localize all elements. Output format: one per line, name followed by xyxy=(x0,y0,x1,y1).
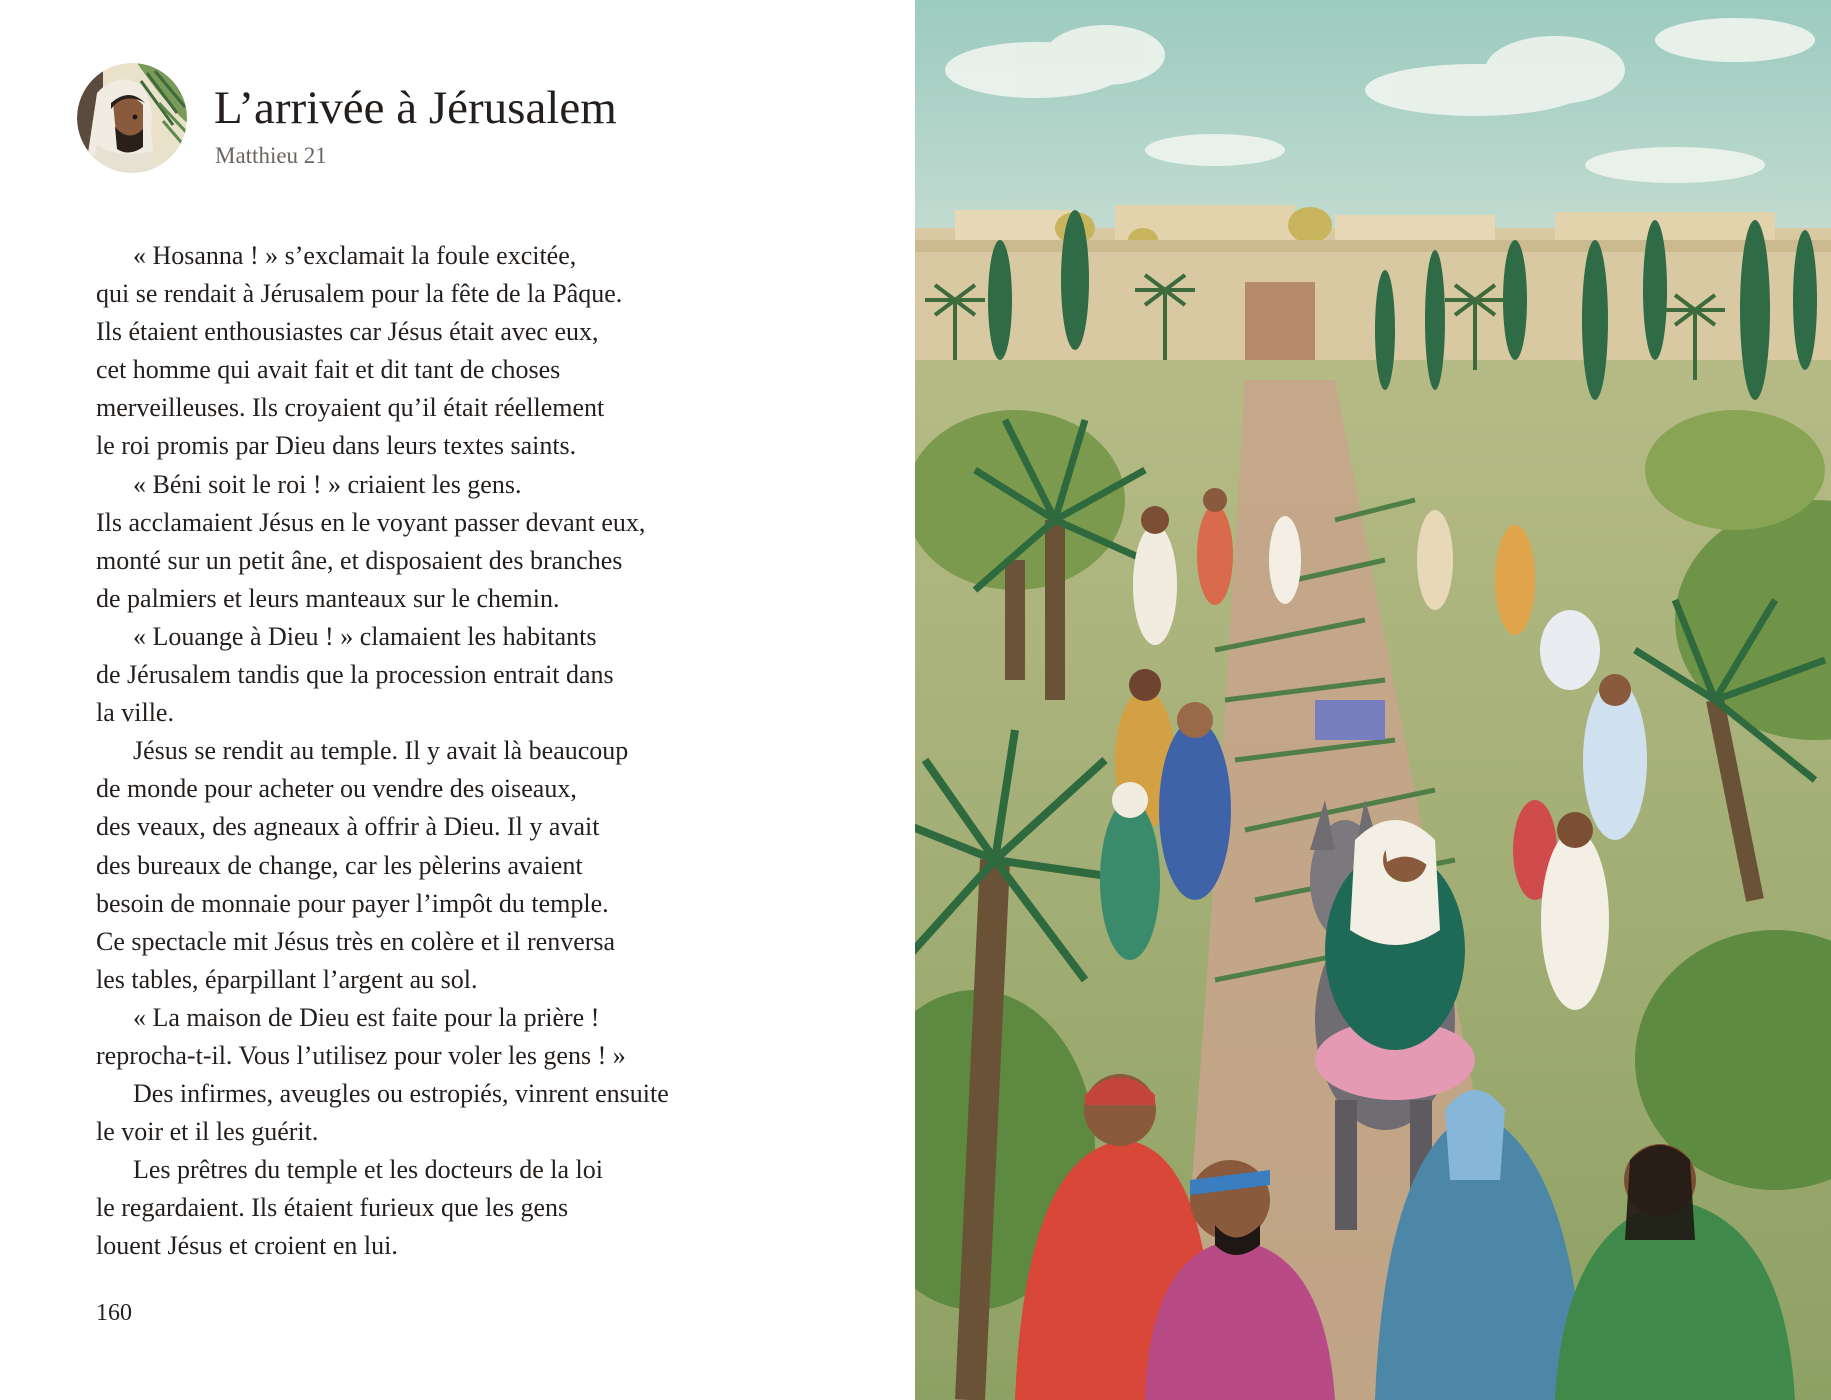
text-line: de monde pour acheter ou vendre des oiseaux, xyxy=(96,774,577,804)
palm-sunday-procession-illustration xyxy=(915,0,1831,1400)
text-line: le voir et il les guérit. xyxy=(96,1117,319,1147)
text-line: Ils étaient enthousiastes car Jésus était avec eux, xyxy=(96,317,599,347)
text-line: les tables, éparpillant l’argent au sol. xyxy=(96,964,478,994)
text-line: « Hosanna ! » s’exclamait la foule excitée, xyxy=(133,241,577,270)
jesus-portrait-icon xyxy=(77,63,187,173)
text-line: qui se rendait à Jérusalem pour la fête de la Pâque. xyxy=(96,279,623,309)
text-line: des veaux, des agneaux à offrir à Dieu. Il y avait xyxy=(96,812,600,842)
text-line: « La maison de Dieu est faite pour la prière ! xyxy=(133,1002,600,1032)
text-line: Jésus se rendit au temple. Il y avait là beaucoup xyxy=(133,736,629,766)
text-line: Les prêtres du temple et les docteurs de la loi xyxy=(133,1155,604,1185)
text-line: cet homme qui avait fait et dit tant de choses xyxy=(96,355,561,385)
text-line: la ville. xyxy=(96,698,174,728)
text-line: merveilleuses. Ils croyaient qu’il était réellement xyxy=(96,393,605,423)
text-line: Ils acclamaient Jésus en le voyant passer devant eux, xyxy=(96,507,646,537)
text-line: « Louange à Dieu ! » clamaient les habitants xyxy=(133,621,597,651)
text-line: le regardaient. Ils étaient furieux que les gens xyxy=(96,1193,569,1223)
text-line: Des infirmes, aveugles ou estropiés, vinrent ensuite xyxy=(133,1079,669,1109)
chapter-title: L’arrivée à Jérusalem xyxy=(214,82,617,134)
scripture-reference: Matthieu 21 xyxy=(215,143,327,168)
text-line: Ce spectacle mit Jésus très en colère et il renversa xyxy=(96,926,616,956)
text-line: monté sur un petit âne, et disposaient des branches xyxy=(96,545,623,575)
page-number: 160 xyxy=(96,1300,132,1326)
text-line: de palmiers et leurs manteaux sur le chemin. xyxy=(96,583,560,613)
story-text xyxy=(96,237,876,1266)
text-line: de Jérusalem tandis que la procession entrait dans xyxy=(96,660,614,690)
text-line: besoin de monnaie pour payer l’impôt du temple. xyxy=(96,888,609,918)
text-line: « Béni soit le roi ! » criaient les gens. xyxy=(133,469,522,499)
text-line: reprocha-t-il. Vous l’utilisez pour voler les gens ! » xyxy=(96,1040,626,1070)
illustration-canvas xyxy=(915,0,1831,1400)
text-line: le roi promis par Dieu dans leurs textes saints. xyxy=(96,431,577,461)
text-line: louent Jésus et croient en lui. xyxy=(96,1231,398,1261)
text-line: des bureaux de change, car les pèlerins avaient xyxy=(96,850,583,880)
left-page xyxy=(0,0,915,1400)
